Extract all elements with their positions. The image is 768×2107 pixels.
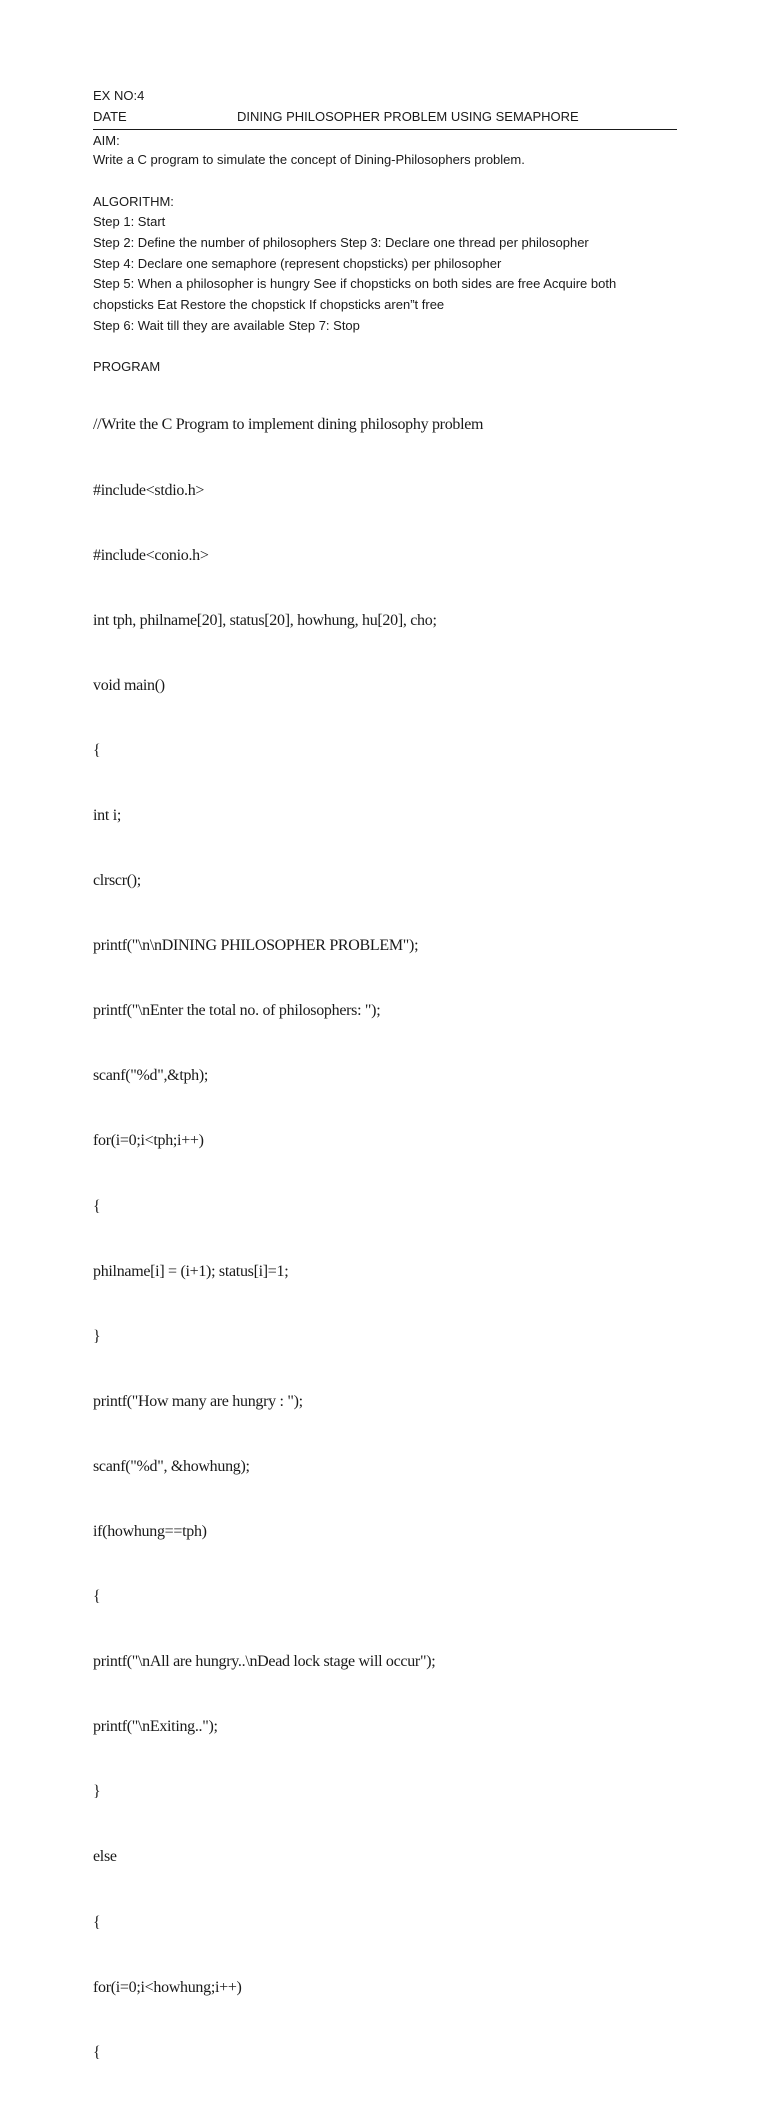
code-line: printf("\nAll are hungry..\nDead lock stage will occur"); bbox=[93, 1653, 436, 1671]
code-line: #include<conio.h> bbox=[93, 546, 209, 564]
code-line: philname[i] = (i+1); status[i]=1; bbox=[93, 1262, 289, 1280]
code-line: { bbox=[93, 1913, 101, 1931]
code-line: int i; bbox=[93, 806, 121, 824]
header-divider bbox=[93, 129, 677, 130]
algorithm-step: Step 6: Wait till they are available Step 7: Stop bbox=[93, 318, 360, 333]
document-title: DINING PHILOSOPHER PROBLEM USING SEMAPHORE bbox=[237, 109, 579, 124]
code-line: scanf("%d",&tph); bbox=[93, 1067, 209, 1085]
code-line: { bbox=[93, 1588, 101, 1606]
code-line: printf("\nEnter the total no. of philosophers: "); bbox=[93, 1002, 381, 1020]
code-line: printf("\n\nDINING PHILOSOPHER PROBLEM"); bbox=[93, 937, 419, 955]
code-line: clrscr(); bbox=[93, 872, 141, 890]
code-line: for(i=0;i<howhung;i++) bbox=[93, 1978, 242, 1996]
algorithm-step: Step 5: When a philosopher is hungry See if chopsticks on both sides are free Acquire both bbox=[93, 276, 617, 291]
aim-heading: AIM: bbox=[93, 133, 120, 148]
algorithm-step: Step 2: Define the number of philosophers Step 3: Declare one thread per philosopher bbox=[93, 235, 589, 250]
code-line: { bbox=[93, 1197, 101, 1215]
algorithm-heading: ALGORITHM: bbox=[93, 194, 174, 209]
program-code bbox=[93, 371, 483, 2107]
code-line: for(i=0;i<tph;i++) bbox=[93, 1132, 204, 1150]
exercise-number: EX NO:4 bbox=[93, 88, 145, 103]
code-line: void main() bbox=[93, 676, 165, 694]
aim-text: Write a C program to simulate the concept of Dining-Philosophers problem. bbox=[93, 152, 525, 167]
code-line: scanf("%d", &howhung); bbox=[93, 1457, 250, 1475]
code-line: //Write the C Program to implement dining philosophy problem bbox=[93, 416, 484, 434]
algorithm-step: chopsticks Eat Restore the chopstick If chopsticks aren”t free bbox=[93, 297, 445, 312]
code-line: } bbox=[93, 1783, 101, 1801]
algorithm-step: Step 4: Declare one semaphore (represent chopsticks) per philosopher bbox=[93, 256, 502, 271]
code-line: #include<stdio.h> bbox=[93, 481, 205, 499]
code-line: else bbox=[93, 1848, 117, 1866]
code-line: } bbox=[93, 1327, 101, 1345]
program-heading: PROGRAM bbox=[93, 359, 161, 374]
code-line: printf("\nExiting.."); bbox=[93, 1718, 218, 1736]
code-line: { bbox=[93, 2043, 101, 2061]
date-label: DATE bbox=[93, 109, 127, 124]
code-line: printf("How many are hungry : "); bbox=[93, 1392, 303, 1410]
code-line: int tph, philname[20], status[20], howhung, hu[20], cho; bbox=[93, 611, 437, 629]
code-line: if(howhung==tph) bbox=[93, 1523, 207, 1540]
code-line: { bbox=[93, 741, 101, 759]
algorithm-step: Step 1: Start bbox=[93, 214, 166, 229]
